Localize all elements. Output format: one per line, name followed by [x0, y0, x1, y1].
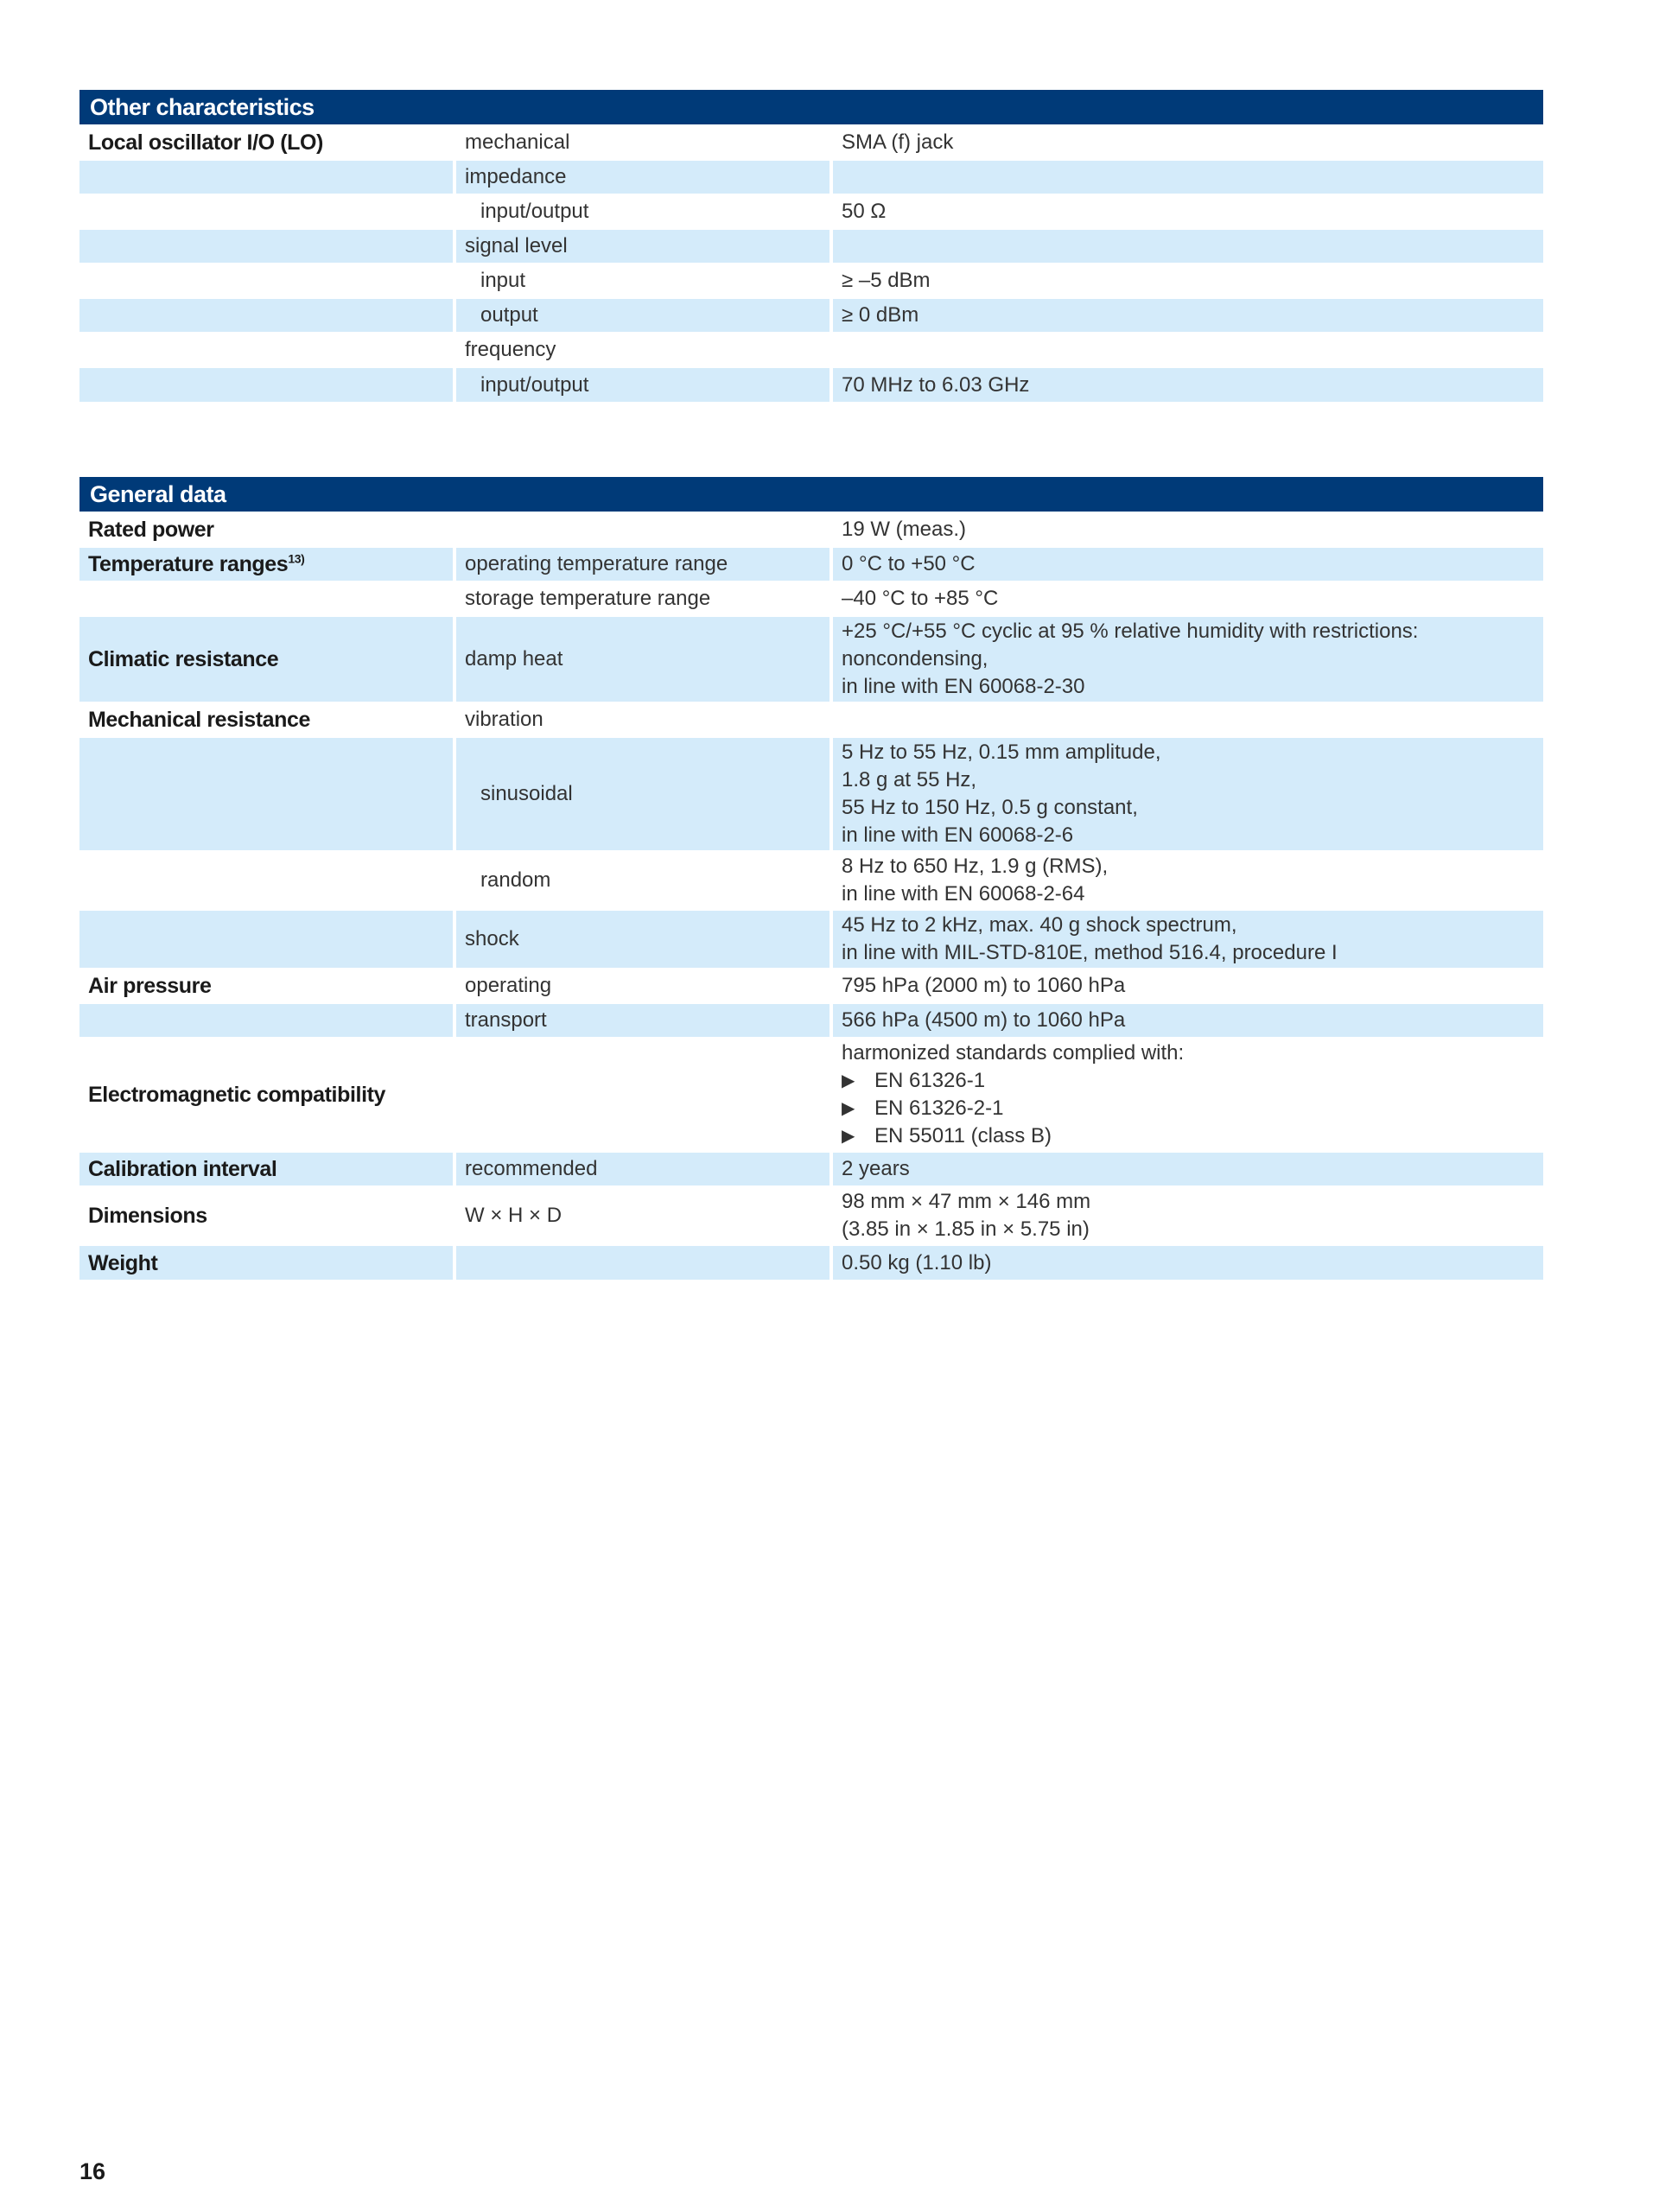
bullet-triangle-icon: ▶ [842, 1127, 855, 1146]
param-label: Mechanical resistance [79, 702, 454, 737]
param-sub: input/output [454, 367, 831, 402]
param-sub: frequency [454, 333, 831, 367]
param-label [79, 737, 454, 851]
temperature-label: Temperature ranges [88, 552, 289, 576]
table-row [79, 264, 1543, 298]
param-value [831, 1038, 1543, 1152]
table-row [79, 367, 1543, 402]
general-data-table [79, 512, 1543, 1280]
list-item: ▶ EN 61326-1 [842, 1067, 1535, 1095]
table-row [79, 1152, 1543, 1186]
footnote-ref: 13) [288, 551, 305, 566]
param-value: SMA (f) jack [831, 125, 1543, 160]
table-row [79, 616, 1543, 702]
param-value: ≥ –5 dBm [831, 264, 1543, 298]
param-sub [454, 1245, 831, 1280]
param-label [79, 264, 454, 298]
table-row [79, 512, 1543, 547]
param-value: 0.50 kg (1.10 lb) [831, 1245, 1543, 1280]
value-line: in line with EN 60068-2-64 [842, 882, 1085, 906]
value-line: 1.8 g at 55 Hz, [842, 768, 977, 791]
param-sub: W × H × D [454, 1186, 831, 1245]
param-sub: vibration [454, 702, 831, 737]
value-line: 55 Hz to 150 Hz, 0.5 g constant, [842, 796, 1138, 819]
param-sub: recommended [454, 1152, 831, 1186]
param-label [79, 298, 454, 333]
param-sub: output [454, 298, 831, 333]
param-label: Rated power [79, 512, 454, 547]
param-sub: impedance [454, 160, 831, 194]
param-label [79, 229, 454, 264]
table-row [79, 229, 1543, 264]
param-sub: damp heat [454, 616, 831, 702]
param-value: 566 hPa (4500 m) to 1060 hPa [831, 1003, 1543, 1038]
param-sub: sinusoidal [454, 737, 831, 851]
param-value: ≥ 0 dBm [831, 298, 1543, 333]
table-row [79, 737, 1543, 851]
param-sub: input [454, 264, 831, 298]
param-label [79, 582, 454, 616]
param-label [79, 367, 454, 402]
value-line: noncondensing, [842, 647, 988, 671]
param-sub: mechanical [454, 125, 831, 160]
table-row [79, 125, 1543, 160]
param-sub: signal level [454, 229, 831, 264]
param-value: 795 hPa (2000 m) to 1060 hPa [831, 969, 1543, 1003]
param-label [79, 333, 454, 367]
table-row [79, 702, 1543, 737]
list-item: ▶ EN 55011 (class B) [842, 1122, 1535, 1150]
param-value: 50 Ω [831, 194, 1543, 229]
param-value: –40 °C to +85 °C [831, 582, 1543, 616]
param-sub: operating temperature range [454, 547, 831, 582]
table-row [79, 1003, 1543, 1038]
param-label [79, 160, 454, 194]
value-line: (3.85 in × 1.85 in × 5.75 in) [842, 1217, 1090, 1241]
param-value: 0 °C to +50 °C [831, 547, 1543, 582]
param-sub: operating [454, 969, 831, 1003]
param-sub: shock [454, 910, 831, 969]
value-line: harmonized standards complied with: [842, 1041, 1185, 1065]
value-line: 98 mm × 47 mm × 146 mm [842, 1190, 1091, 1213]
param-label: Air pressure [79, 969, 454, 1003]
other-characteristics-table [79, 124, 1543, 402]
page-number: 16 [79, 2158, 106, 2184]
general-data-section [79, 477, 1543, 1280]
table-row [79, 333, 1543, 367]
param-value [831, 910, 1543, 969]
param-label [79, 851, 454, 910]
param-label [79, 194, 454, 229]
value-line: in line with MIL-STD-810E, method 516.4, procedure I [842, 941, 1338, 964]
list-item: ▶ EN 61326-2-1 [842, 1095, 1535, 1122]
table-row [79, 969, 1543, 1003]
table-row [79, 851, 1543, 910]
table-row [79, 910, 1543, 969]
value-line: 45 Hz to 2 kHz, max. 40 g shock spectrum, [842, 913, 1237, 937]
section-title-general: General data [79, 477, 1543, 512]
param-value [831, 702, 1543, 737]
param-sub: input/output [454, 194, 831, 229]
value-line: 8 Hz to 650 Hz, 1.9 g (RMS), [842, 855, 1109, 878]
param-value [831, 616, 1543, 702]
param-sub [454, 1038, 831, 1152]
param-value: 70 MHz to 6.03 GHz [831, 367, 1543, 402]
param-sub [454, 512, 831, 547]
param-label: Local oscillator I/O (LO) [79, 125, 454, 160]
param-value [831, 333, 1543, 367]
param-value [831, 160, 1543, 194]
value-line: in line with EN 60068-2-30 [842, 675, 1085, 698]
param-sub: transport [454, 1003, 831, 1038]
param-value [831, 229, 1543, 264]
param-label: Electromagnetic compatibility [79, 1038, 454, 1152]
table-row [79, 1038, 1543, 1152]
param-label: Calibration interval [79, 1152, 454, 1186]
param-label [79, 910, 454, 969]
table-row [79, 582, 1543, 616]
param-label [79, 1003, 454, 1038]
param-value: 2 years [831, 1152, 1543, 1186]
param-value [831, 1186, 1543, 1245]
table-row [79, 547, 1543, 582]
param-value [831, 737, 1543, 851]
other-characteristics-section [79, 90, 1543, 402]
param-label: Weight [79, 1245, 454, 1280]
bullet-triangle-icon: ▶ [842, 1099, 855, 1118]
param-label: Dimensions [79, 1186, 454, 1245]
param-sub: random [454, 851, 831, 910]
table-row [79, 298, 1543, 333]
param-label: Climatic resistance [79, 616, 454, 702]
table-row [79, 194, 1543, 229]
value-line: 5 Hz to 55 Hz, 0.15 mm amplitude, [842, 741, 1161, 764]
bullet-triangle-icon: ▶ [842, 1071, 855, 1090]
value-line: +25 °C/+55 °C cyclic at 95 % relative humidity with restrictions: [842, 620, 1419, 643]
table-row [79, 1186, 1543, 1245]
table-row [79, 1245, 1543, 1280]
value-line: in line with EN 60068-2-6 [842, 823, 1074, 847]
standards-list [842, 1067, 1535, 1150]
section-title-other: Other characteristics [79, 90, 1543, 124]
param-label [79, 547, 454, 582]
param-sub: storage temperature range [454, 582, 831, 616]
table-row [79, 160, 1543, 194]
param-value [831, 851, 1543, 910]
param-value: 19 W (meas.) [831, 512, 1543, 547]
